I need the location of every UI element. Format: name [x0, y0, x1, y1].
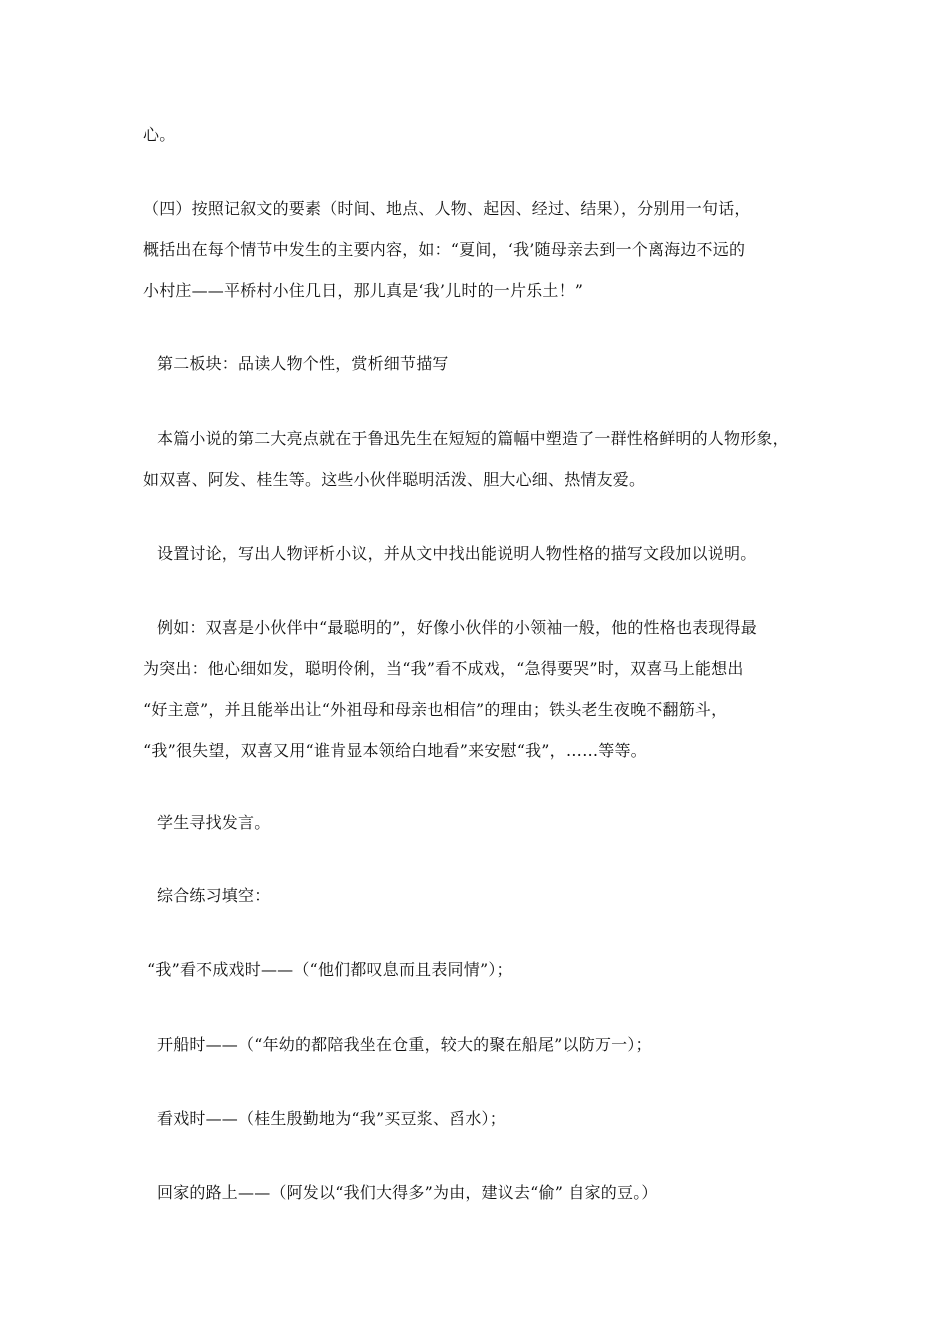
paragraph-line: 回家的路上——（阿发以“我们大得多”为由，建议去“偷” 自家的豆。） — [157, 1183, 658, 1202]
paragraph-line: 概括出在每个情节中发生的主要内容，如：“夏间，‘我’随母亲去到一个离海边不远的 — [143, 240, 746, 259]
paragraph-line: 综合练习填空： — [157, 886, 271, 905]
paragraph-line: 设置讨论，写出人物评析小议，并从文中找出能说明人物性格的描写文段加以说明。 — [157, 544, 757, 563]
paragraph-line: 如双喜、阿发、桂生等。这些小伙伴聪明活泼、胆大心细、热情友爱。 — [143, 470, 646, 489]
paragraph-line: 开船时——（“年幼的都陪我坐在仓重，较大的聚在船尾”以防万一）； — [157, 1035, 652, 1054]
paragraph-line: （四）按照记叙文的要素（时间、地点、人物、起因、经过、结果），分别用一句话， — [143, 199, 751, 218]
paragraph-line: 例如：双喜是小伙伴中“最聪明的”，好像小伙伴的小领袖一般，他的性格也表现得最 — [157, 618, 757, 637]
paragraph-line: 为突出：他心细如发，聪明伶俐，当“我”看不成戏，“急得要哭”时，双喜马上能想出 — [143, 659, 744, 678]
paragraph-line: 小村庄——平桥村小住几日，那儿真是‘我’儿时的一片乐土！” — [143, 281, 584, 300]
paragraph-line: “好主意”，并且能举出让“外祖母和母亲也相信”的理由；铁头老生夜晚不翻筋斗， — [143, 700, 728, 719]
section-heading: 第二板块：品读人物个性，赏析细节描写 — [157, 354, 449, 373]
paragraph-line: “我”很失望，双喜又用“谁肯显本领给白地看”来安慰“我”，……等等。 — [143, 741, 647, 760]
paragraph-line: 看戏时——（桂生殷勤地为“我”买豆浆、舀水）； — [157, 1109, 506, 1128]
paragraph-line: 本篇小说的第二大亮点就在于鲁迅先生在短短的篇幅中塑造了一群性格鲜明的人物形象， — [157, 429, 789, 448]
paragraph-line: “我”看不成戏时——（“他们都叹息而且表同情”）； — [147, 960, 513, 979]
paragraph-line: 学生寻找发言。 — [157, 813, 271, 832]
paragraph-line: 心。 — [143, 125, 176, 144]
